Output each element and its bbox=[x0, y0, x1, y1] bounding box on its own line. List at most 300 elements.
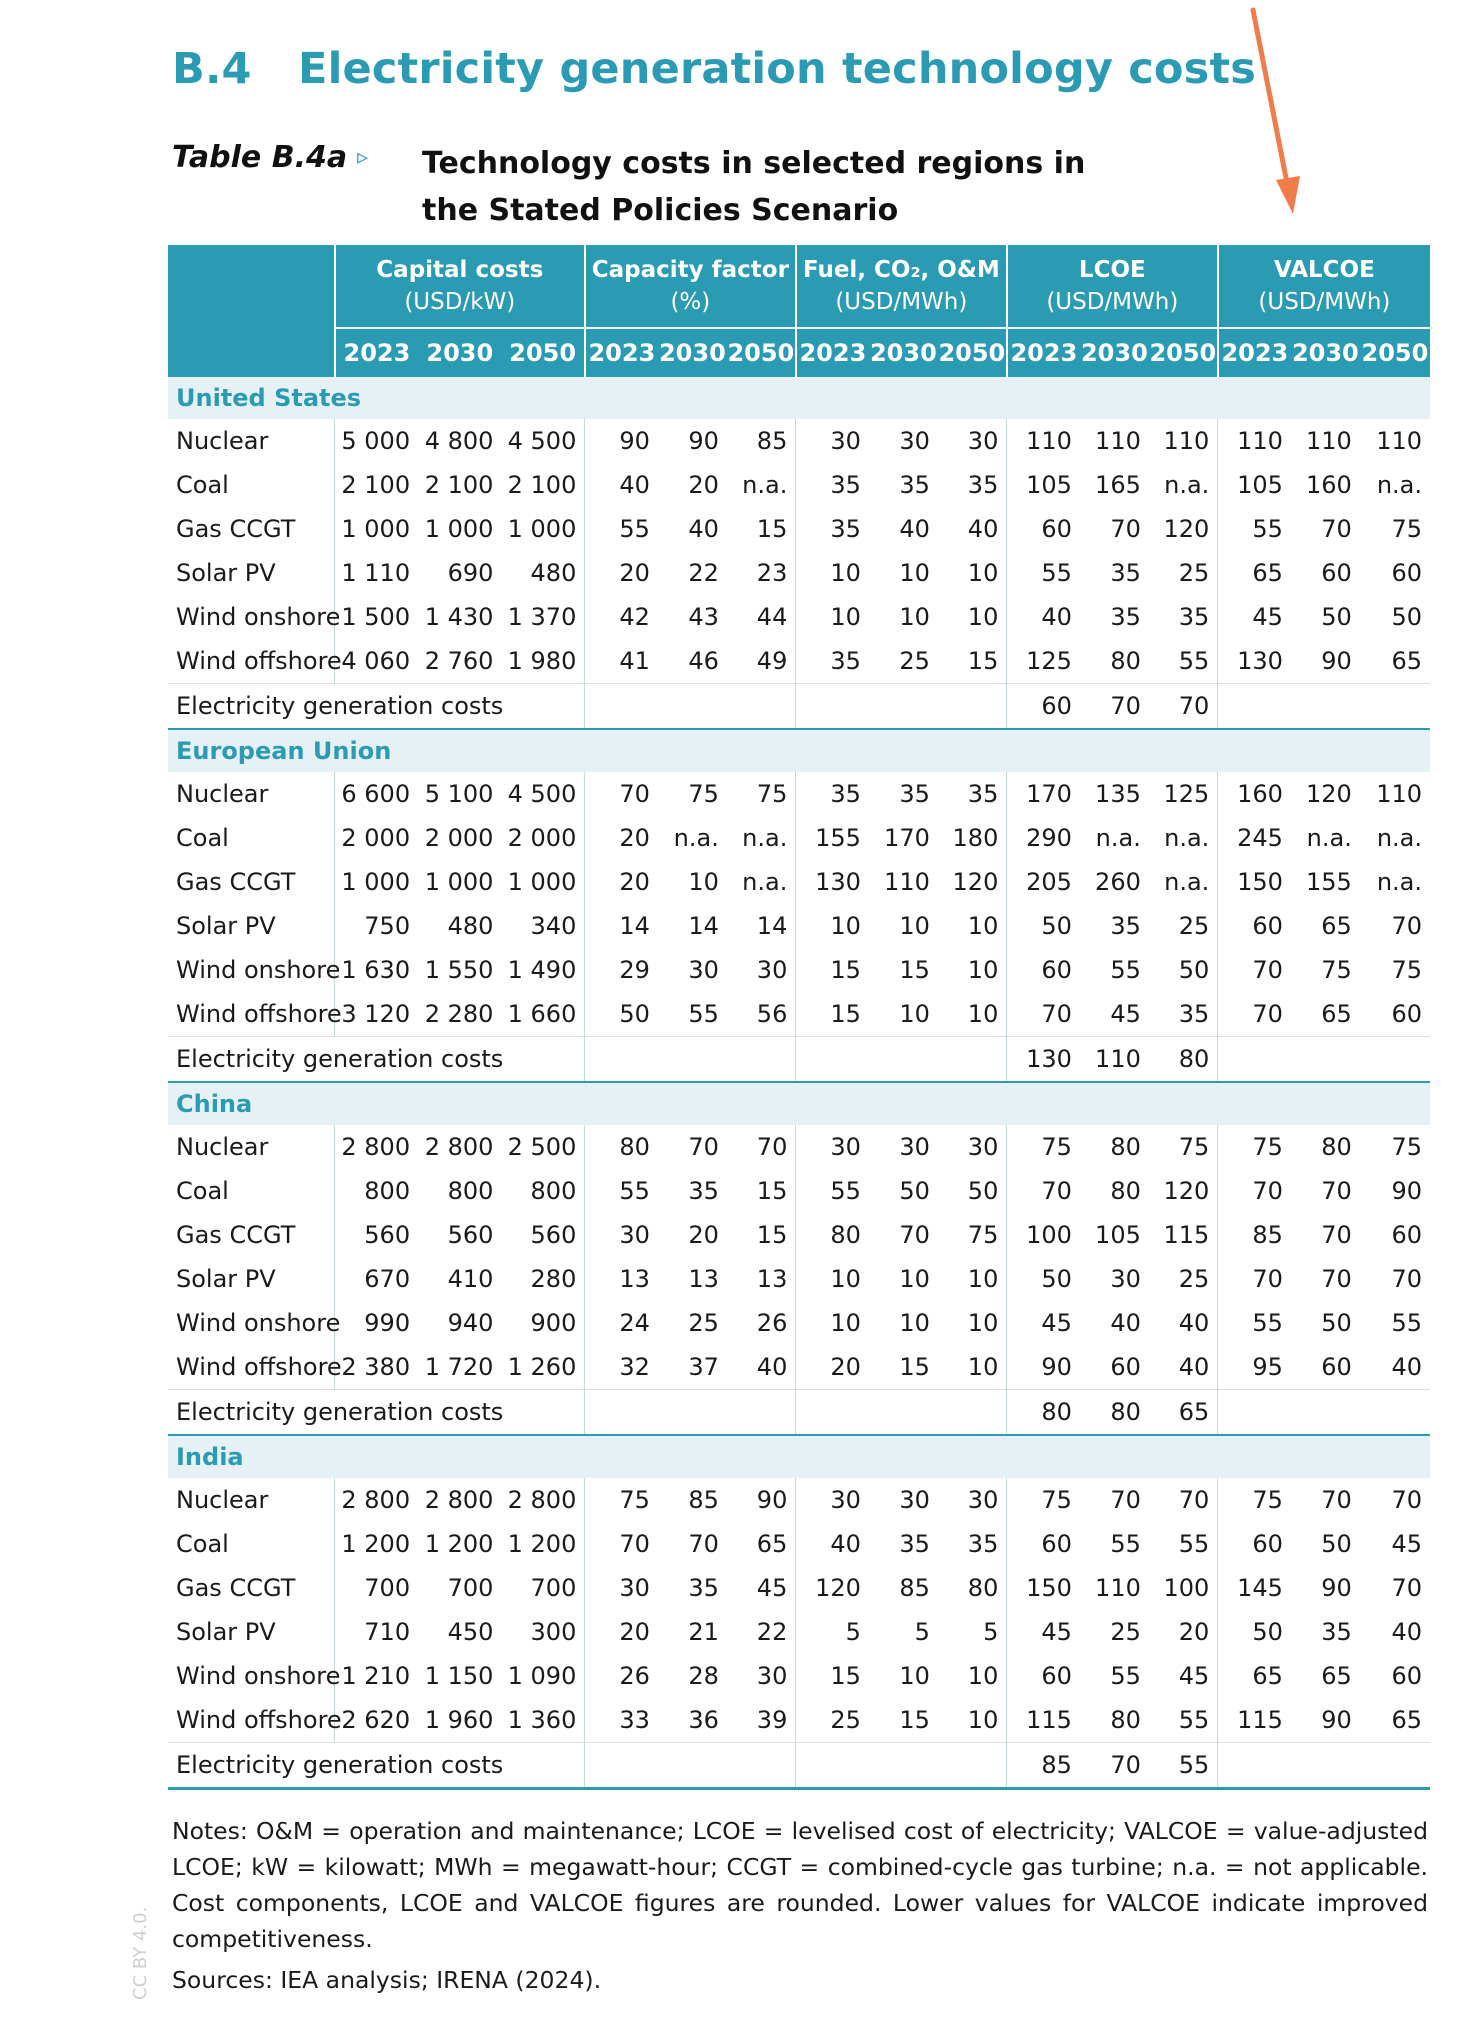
empty-cell bbox=[1218, 684, 1430, 730]
value-cell: 70 bbox=[1321, 1177, 1352, 1205]
value-cell: 20 bbox=[585, 816, 658, 860]
value-cell: 60 bbox=[1321, 559, 1352, 587]
value-cell: 60 bbox=[1007, 1654, 1080, 1698]
value-cell: 20 bbox=[688, 471, 719, 499]
value-cell: 10 bbox=[967, 1353, 999, 1381]
value-cell: 65 bbox=[1321, 1662, 1352, 1690]
technology-name: Nuclear bbox=[176, 780, 269, 808]
value-cell: 120 bbox=[1306, 780, 1352, 808]
value-cell: 170 bbox=[884, 824, 930, 852]
year-header-cell: 2030 bbox=[1291, 328, 1360, 377]
value-cell: 30 bbox=[967, 1133, 999, 1161]
value-cell: 35 bbox=[796, 772, 869, 816]
value-cell: 13 bbox=[756, 1265, 788, 1293]
value-cell: 40 bbox=[1178, 1353, 1210, 1381]
value-cell: 50 bbox=[1321, 1530, 1352, 1558]
technology-name: Solar PV bbox=[176, 559, 276, 587]
value-cell: 2 100 bbox=[507, 471, 577, 499]
generation-cost-value: 85 bbox=[1007, 1743, 1080, 1789]
value-cell: 60 bbox=[1391, 559, 1422, 587]
value-cell: 700 bbox=[530, 1574, 577, 1602]
value-cell: 90 bbox=[585, 419, 658, 463]
value-cell: 700 bbox=[447, 1574, 494, 1602]
value-cell: 4 500 bbox=[507, 427, 577, 455]
value-cell: 45 bbox=[1391, 1530, 1422, 1558]
value-cell: 15 bbox=[899, 1706, 930, 1734]
value-cell: 30 bbox=[967, 1486, 999, 1514]
value-cell: 160 bbox=[1306, 471, 1352, 499]
table-row bbox=[168, 551, 1430, 595]
technology-name: Wind onshore bbox=[176, 1662, 341, 1690]
value-cell: 45 bbox=[1007, 1610, 1080, 1654]
value-cell: 75 bbox=[1218, 1478, 1291, 1522]
value-cell: n.a. bbox=[1376, 471, 1422, 499]
value-cell: 90 bbox=[688, 427, 719, 455]
value-cell: 32 bbox=[585, 1345, 658, 1390]
table-row bbox=[168, 419, 1430, 463]
value-cell: 15 bbox=[899, 956, 930, 984]
value-cell: 10 bbox=[967, 1706, 999, 1734]
empty-cell bbox=[796, 1390, 1007, 1436]
generation-cost-value: 70 bbox=[1080, 684, 1149, 730]
value-cell: 1 000 bbox=[507, 868, 577, 896]
value-cell: 37 bbox=[688, 1353, 719, 1381]
value-cell: 1 550 bbox=[424, 956, 494, 984]
value-cell: 95 bbox=[1218, 1345, 1291, 1390]
generation-cost-value: 130 bbox=[1007, 1037, 1080, 1083]
value-cell: 160 bbox=[1218, 772, 1291, 816]
value-cell: 30 bbox=[688, 956, 719, 984]
technology-name: Coal bbox=[176, 1530, 229, 1558]
technology-name: Gas CCGT bbox=[176, 1574, 296, 1602]
table-row bbox=[168, 639, 1430, 684]
value-cell: 35 bbox=[1321, 1618, 1352, 1646]
value-cell: 80 bbox=[585, 1125, 658, 1169]
value-cell: 80 bbox=[1110, 647, 1141, 675]
value-cell: 35 bbox=[796, 639, 869, 684]
value-cell: 130 bbox=[796, 860, 869, 904]
technology-name: Coal bbox=[176, 471, 229, 499]
value-cell: 60 bbox=[1110, 1353, 1141, 1381]
value-cell: 30 bbox=[899, 427, 930, 455]
table-row bbox=[168, 1654, 1430, 1698]
value-cell: 15 bbox=[899, 1353, 930, 1381]
value-cell: 30 bbox=[585, 1213, 658, 1257]
value-cell: 50 bbox=[1007, 904, 1080, 948]
value-cell: 70 bbox=[1321, 1486, 1352, 1514]
value-cell: 70 bbox=[1218, 992, 1291, 1037]
value-cell: 85 bbox=[1218, 1213, 1291, 1257]
table-row bbox=[168, 1169, 1430, 1213]
value-cell: 55 bbox=[585, 1169, 658, 1213]
value-cell: 10 bbox=[967, 1265, 999, 1293]
value-cell: 5 bbox=[983, 1618, 999, 1646]
technology-name: Wind onshore bbox=[176, 956, 341, 984]
value-cell: 30 bbox=[756, 956, 788, 984]
value-cell: 40 bbox=[967, 515, 999, 543]
value-cell: 90 bbox=[756, 1486, 788, 1514]
value-cell: 70 bbox=[1391, 1486, 1422, 1514]
value-cell: 45 bbox=[1007, 1301, 1080, 1345]
value-cell: 39 bbox=[756, 1706, 788, 1734]
value-cell: 560 bbox=[530, 1221, 577, 1249]
technology-name: Wind offshore bbox=[176, 1353, 342, 1381]
value-cell: 10 bbox=[899, 1265, 930, 1293]
value-cell: 50 bbox=[967, 1177, 999, 1205]
value-cell: 410 bbox=[447, 1265, 494, 1293]
value-cell: 1 110 bbox=[335, 551, 418, 595]
value-cell: 1 630 bbox=[335, 948, 418, 992]
empty-cell bbox=[796, 684, 1007, 730]
value-cell: 75 bbox=[1007, 1478, 1080, 1522]
value-cell: 105 bbox=[1218, 463, 1291, 507]
value-cell: n.a. bbox=[742, 471, 788, 499]
header-valcoe: VALCOE (USD/MWh) bbox=[1218, 245, 1430, 328]
region-name: United States bbox=[168, 377, 1430, 419]
header-fuel-co2-om: Fuel, CO₂, O&M (USD/MWh) bbox=[796, 245, 1007, 328]
value-cell: 44 bbox=[756, 603, 788, 631]
value-cell: 480 bbox=[530, 559, 577, 587]
value-cell: 1 210 bbox=[335, 1654, 418, 1698]
value-cell: 120 bbox=[1163, 1177, 1210, 1205]
value-cell: 23 bbox=[756, 559, 788, 587]
value-cell: 10 bbox=[967, 1000, 999, 1028]
value-cell: 35 bbox=[899, 471, 930, 499]
region-name: India bbox=[168, 1435, 1430, 1478]
value-cell: 110 bbox=[1163, 427, 1210, 455]
value-cell: 115 bbox=[1218, 1698, 1291, 1743]
value-cell: 300 bbox=[530, 1618, 577, 1646]
table-row bbox=[168, 463, 1430, 507]
value-cell: 30 bbox=[756, 1662, 788, 1690]
value-cell: 2 500 bbox=[507, 1133, 577, 1161]
value-cell: 1 370 bbox=[507, 603, 577, 631]
value-cell: 15 bbox=[967, 647, 999, 675]
value-cell: 135 bbox=[1095, 780, 1141, 808]
value-cell: 55 bbox=[1391, 1309, 1422, 1337]
value-cell: 2 800 bbox=[335, 1478, 418, 1522]
value-cell: 10 bbox=[899, 559, 930, 587]
value-cell: 55 bbox=[1110, 1530, 1141, 1558]
year-header-cell: 2050 bbox=[938, 328, 1007, 377]
value-cell: 80 bbox=[967, 1574, 999, 1602]
value-cell: 50 bbox=[1391, 603, 1422, 631]
value-cell: 55 bbox=[1218, 1301, 1291, 1345]
value-cell: 13 bbox=[688, 1265, 719, 1293]
value-cell: 1 960 bbox=[424, 1706, 494, 1734]
empty-cell bbox=[1218, 1037, 1430, 1083]
value-cell: 65 bbox=[1218, 551, 1291, 595]
value-cell: 55 bbox=[1110, 1662, 1141, 1690]
value-cell: 4 500 bbox=[507, 780, 577, 808]
value-cell: 90 bbox=[1321, 1706, 1352, 1734]
technology-name: Solar PV bbox=[176, 1618, 276, 1646]
technology-name: Nuclear bbox=[176, 427, 269, 455]
table-row bbox=[168, 816, 1430, 860]
value-cell: 30 bbox=[796, 419, 869, 463]
table-row bbox=[168, 1125, 1430, 1169]
value-cell: n.a. bbox=[1164, 868, 1210, 896]
value-cell: 70 bbox=[688, 1133, 719, 1161]
value-cell: 2 380 bbox=[335, 1345, 418, 1390]
value-cell: 25 bbox=[1178, 559, 1210, 587]
value-cell: 260 bbox=[1095, 868, 1141, 896]
value-cell: 55 bbox=[1110, 956, 1141, 984]
value-cell: 36 bbox=[688, 1706, 719, 1734]
value-cell: 80 bbox=[1110, 1133, 1141, 1161]
value-cell: 80 bbox=[1110, 1177, 1141, 1205]
table-row bbox=[168, 1478, 1430, 1522]
generation-cost-value: 80 bbox=[1080, 1390, 1149, 1436]
value-cell: 60 bbox=[1218, 1522, 1291, 1566]
value-cell: 3 120 bbox=[335, 992, 418, 1037]
section-number: B.4 bbox=[172, 44, 252, 94]
value-cell: 150 bbox=[1007, 1566, 1080, 1610]
value-cell: 45 bbox=[1178, 1662, 1210, 1690]
value-cell: 70 bbox=[1007, 1169, 1080, 1213]
technology-name: Coal bbox=[176, 1177, 229, 1205]
header-corner-years bbox=[168, 328, 335, 377]
technology-costs-table bbox=[168, 245, 1430, 1790]
value-cell: 35 bbox=[899, 780, 930, 808]
year-header-cell: 2030 bbox=[418, 328, 501, 377]
value-cell: 75 bbox=[688, 780, 719, 808]
technology-name: Gas CCGT bbox=[176, 1221, 296, 1249]
value-cell: 45 bbox=[756, 1574, 788, 1602]
value-cell: 25 bbox=[1178, 912, 1210, 940]
value-cell: 50 bbox=[1321, 603, 1352, 631]
value-cell: 75 bbox=[1007, 1125, 1080, 1169]
value-cell: 15 bbox=[796, 992, 869, 1037]
table-row bbox=[168, 1345, 1430, 1390]
value-cell: 29 bbox=[585, 948, 658, 992]
value-cell: 35 bbox=[899, 1530, 930, 1558]
technology-name: Wind offshore bbox=[176, 1706, 342, 1734]
value-cell: 30 bbox=[899, 1486, 930, 1514]
value-cell: 110 bbox=[1376, 780, 1422, 808]
value-cell: 280 bbox=[530, 1265, 577, 1293]
value-cell: 75 bbox=[585, 1478, 658, 1522]
value-cell: 100 bbox=[1007, 1213, 1080, 1257]
value-cell: 70 bbox=[1007, 992, 1080, 1037]
section-title: Electricity generation technology costs bbox=[298, 44, 1257, 94]
value-cell: 22 bbox=[756, 1618, 788, 1646]
region-row bbox=[168, 377, 1430, 419]
generation-costs-label: Electricity generation costs bbox=[168, 1390, 585, 1436]
value-cell: 55 bbox=[1007, 551, 1080, 595]
value-cell: 90 bbox=[1321, 1574, 1352, 1602]
value-cell: 13 bbox=[585, 1257, 658, 1301]
value-cell: 450 bbox=[447, 1618, 494, 1646]
value-cell: 70 bbox=[1321, 1265, 1352, 1293]
value-cell: 120 bbox=[1163, 515, 1210, 543]
value-cell: 70 bbox=[1110, 1486, 1141, 1514]
value-cell: 70 bbox=[1178, 1486, 1210, 1514]
header-capacity-factor: Capacity factor (%) bbox=[585, 245, 796, 328]
value-cell: 205 bbox=[1007, 860, 1080, 904]
generation-costs-row bbox=[168, 1037, 1430, 1083]
year-header-cell: 2023 bbox=[335, 328, 418, 377]
value-cell: 30 bbox=[796, 1478, 869, 1522]
value-cell: n.a. bbox=[742, 824, 788, 852]
license-watermark: CC BY 4.0. bbox=[130, 1906, 151, 2000]
generation-costs-label: Electricity generation costs bbox=[168, 1037, 585, 1083]
value-cell: 1 200 bbox=[424, 1530, 494, 1558]
generation-cost-value: 65 bbox=[1149, 1390, 1218, 1436]
value-cell: 10 bbox=[899, 1662, 930, 1690]
value-cell: 2 000 bbox=[335, 816, 418, 860]
value-cell: 40 bbox=[1391, 1353, 1422, 1381]
value-cell: 40 bbox=[585, 463, 658, 507]
value-cell: 110 bbox=[1007, 419, 1080, 463]
generation-costs-row bbox=[168, 1743, 1430, 1789]
value-cell: 50 bbox=[585, 992, 658, 1037]
value-cell: 105 bbox=[1095, 1221, 1141, 1249]
generation-costs-row bbox=[168, 1390, 1430, 1436]
value-cell: 10 bbox=[967, 559, 999, 587]
value-cell: n.a. bbox=[1095, 824, 1141, 852]
value-cell: 1 720 bbox=[424, 1353, 494, 1381]
value-cell: 340 bbox=[530, 912, 577, 940]
year-header-cell: 2030 bbox=[658, 328, 727, 377]
technology-name: Gas CCGT bbox=[176, 868, 296, 896]
value-cell: 155 bbox=[1306, 868, 1352, 896]
value-cell: 35 bbox=[967, 1530, 999, 1558]
value-cell: 75 bbox=[1178, 1133, 1210, 1161]
header-corner bbox=[168, 245, 335, 328]
value-cell: 2 000 bbox=[424, 824, 494, 852]
value-cell: 6 600 bbox=[335, 772, 418, 816]
value-cell: 10 bbox=[899, 603, 930, 631]
value-cell: 75 bbox=[1391, 956, 1422, 984]
table-row bbox=[168, 1522, 1430, 1566]
value-cell: 10 bbox=[796, 595, 869, 639]
region-row bbox=[168, 729, 1430, 772]
technology-name: Coal bbox=[176, 824, 229, 852]
value-cell: 55 bbox=[688, 1000, 719, 1028]
value-cell: 20 bbox=[585, 1610, 658, 1654]
year-header-cell: 2023 bbox=[1218, 328, 1291, 377]
value-cell: 1 000 bbox=[507, 515, 577, 543]
value-cell: 35 bbox=[1110, 603, 1141, 631]
value-cell: 25 bbox=[688, 1309, 719, 1337]
value-cell: 70 bbox=[1391, 912, 1422, 940]
value-cell: 110 bbox=[1095, 1574, 1141, 1602]
value-cell: 70 bbox=[585, 772, 658, 816]
year-header-cell: 2030 bbox=[869, 328, 938, 377]
value-cell: 10 bbox=[796, 1257, 869, 1301]
value-cell: 42 bbox=[585, 595, 658, 639]
value-cell: 90 bbox=[1391, 1177, 1422, 1205]
value-cell: 75 bbox=[967, 1221, 999, 1249]
value-cell: 70 bbox=[1110, 515, 1141, 543]
value-cell: 55 bbox=[585, 507, 658, 551]
table-row bbox=[168, 860, 1430, 904]
value-cell: 70 bbox=[585, 1522, 658, 1566]
generation-cost-value: 80 bbox=[1149, 1037, 1218, 1083]
header-years-row bbox=[168, 328, 1430, 377]
table-row bbox=[168, 948, 1430, 992]
value-cell: 24 bbox=[585, 1301, 658, 1345]
empty-cell bbox=[1218, 1390, 1430, 1436]
empty-cell bbox=[1218, 1743, 1430, 1789]
value-cell: 10 bbox=[967, 603, 999, 631]
value-cell: 5 000 bbox=[335, 419, 418, 463]
value-cell: 1 500 bbox=[335, 595, 418, 639]
value-cell: 710 bbox=[335, 1610, 418, 1654]
value-cell: 560 bbox=[447, 1221, 494, 1249]
value-cell: 145 bbox=[1218, 1566, 1291, 1610]
value-cell: 50 bbox=[1218, 1610, 1291, 1654]
value-cell: 40 bbox=[1391, 1618, 1422, 1646]
value-cell: 1 090 bbox=[507, 1662, 577, 1690]
year-header-cell: 2050 bbox=[1360, 328, 1430, 377]
value-cell: 65 bbox=[1218, 1654, 1291, 1698]
value-cell: 43 bbox=[688, 603, 719, 631]
value-cell: 2 000 bbox=[507, 824, 577, 852]
value-cell: 55 bbox=[1218, 507, 1291, 551]
value-cell: 70 bbox=[1218, 1169, 1291, 1213]
value-cell: 20 bbox=[585, 551, 658, 595]
value-cell: 14 bbox=[688, 912, 719, 940]
value-cell: 70 bbox=[1321, 515, 1352, 543]
value-cell: 245 bbox=[1218, 816, 1291, 860]
value-cell: 2 280 bbox=[424, 1000, 494, 1028]
value-cell: 10 bbox=[967, 956, 999, 984]
year-header-cell: 2050 bbox=[727, 328, 796, 377]
year-header-cell: 2023 bbox=[1007, 328, 1080, 377]
value-cell: 105 bbox=[1007, 463, 1080, 507]
value-cell: 110 bbox=[1218, 419, 1291, 463]
technology-name: Gas CCGT bbox=[176, 515, 296, 543]
value-cell: 2 100 bbox=[424, 471, 494, 499]
value-cell: 1 200 bbox=[507, 1530, 577, 1558]
value-cell: 35 bbox=[967, 780, 999, 808]
value-cell: 20 bbox=[796, 1345, 869, 1390]
value-cell: 120 bbox=[796, 1566, 869, 1610]
value-cell: 25 bbox=[796, 1698, 869, 1743]
value-cell: 35 bbox=[796, 507, 869, 551]
value-cell: 85 bbox=[756, 427, 788, 455]
header-lcoe: LCOE (USD/MWh) bbox=[1007, 245, 1218, 328]
value-cell: 60 bbox=[1218, 904, 1291, 948]
value-cell: 26 bbox=[756, 1309, 788, 1337]
value-cell: 56 bbox=[756, 1000, 788, 1028]
value-cell: 60 bbox=[1007, 507, 1080, 551]
value-cell: 115 bbox=[1007, 1698, 1080, 1743]
value-cell: 40 bbox=[756, 1353, 788, 1381]
value-cell: 2 800 bbox=[335, 1125, 418, 1169]
value-cell: 165 bbox=[1095, 471, 1141, 499]
generation-cost-value: 80 bbox=[1007, 1390, 1080, 1436]
value-cell: 45 bbox=[1110, 1000, 1141, 1028]
value-cell: 1 000 bbox=[335, 860, 418, 904]
value-cell: 10 bbox=[967, 912, 999, 940]
technology-name: Wind onshore bbox=[176, 1309, 341, 1337]
value-cell: 35 bbox=[1110, 912, 1141, 940]
value-cell: 2 800 bbox=[424, 1486, 494, 1514]
value-cell: 120 bbox=[952, 868, 999, 896]
value-cell: 110 bbox=[1306, 427, 1352, 455]
value-cell: 55 bbox=[1178, 1530, 1210, 1558]
table-row bbox=[168, 595, 1430, 639]
value-cell: 5 bbox=[914, 1618, 930, 1646]
value-cell: 50 bbox=[1321, 1309, 1352, 1337]
value-cell: 45 bbox=[1218, 595, 1291, 639]
value-cell: 65 bbox=[1321, 1000, 1352, 1028]
value-cell: 10 bbox=[688, 868, 719, 896]
value-cell: 80 bbox=[1110, 1706, 1141, 1734]
